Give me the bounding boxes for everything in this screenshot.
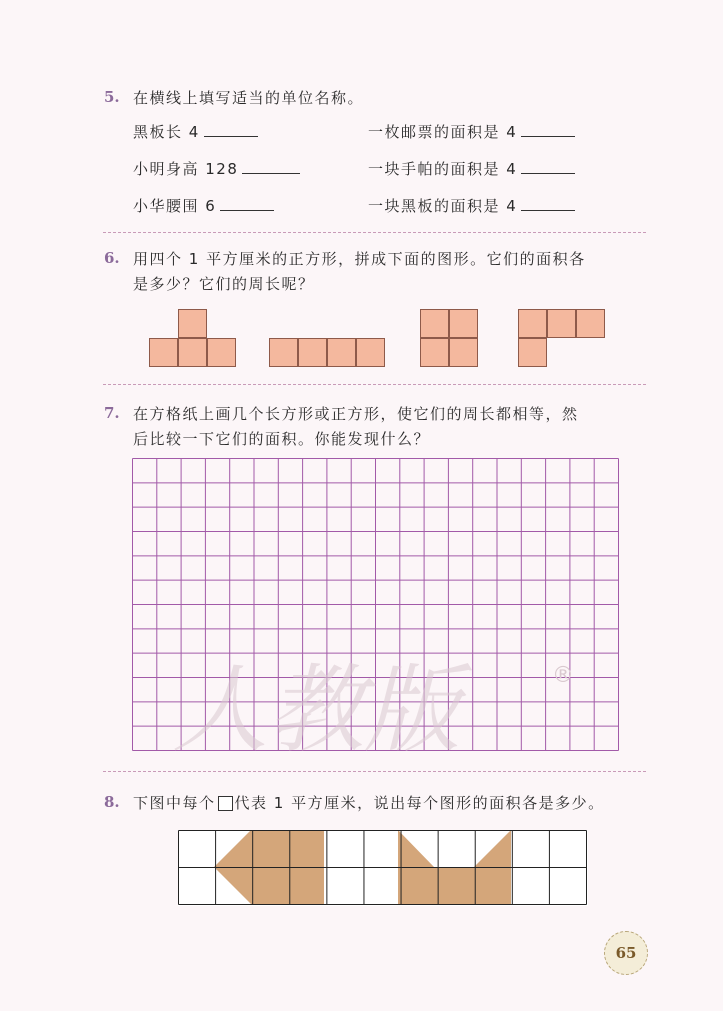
answer-blank[interactable] (220, 197, 274, 211)
unit-square (420, 309, 449, 338)
section-divider (103, 232, 646, 233)
q8-figure-grid (178, 830, 588, 906)
q7-number: 7. (104, 404, 120, 422)
q8-text-before: 下图中每个 (133, 794, 216, 812)
q5-item-text: 小华腰围 6 (133, 197, 217, 215)
answer-blank[interactable] (521, 197, 575, 211)
unit-square (149, 338, 178, 367)
q5-item-text: 一枚邮票的面积是 4 (368, 123, 518, 141)
answer-blank[interactable] (521, 160, 575, 174)
unit-square (449, 338, 478, 367)
q6-line1: 用四个 1 平方厘米的正方形，拼成下面的图形。它们的面积各 (133, 250, 586, 268)
unit-square (327, 338, 356, 367)
answer-blank[interactable] (242, 160, 300, 174)
answer-blank[interactable] (204, 123, 258, 137)
unit-square (547, 309, 576, 338)
registered-mark: ® (552, 663, 574, 688)
unit-square (518, 338, 547, 367)
q5-number: 5. (104, 88, 120, 106)
unit-square (269, 338, 298, 367)
section-divider (103, 384, 646, 385)
q5-item (368, 195, 575, 216)
q5-item (368, 121, 575, 142)
page-number: 65 (615, 944, 637, 962)
q5-prompt: 在横线上填写适当的单位名称。 (133, 89, 365, 107)
q5-item-text: 一块黑板的面积是 4 (368, 197, 518, 215)
q5-item (368, 158, 575, 179)
watermark: 人教版 (172, 654, 460, 752)
q5-item-text: 小明身高 128 (133, 160, 239, 178)
q8-text (133, 792, 605, 813)
q7-line1: 在方格纸上画几个长方形或正方形，使它们的周长都相等，然 (133, 405, 579, 423)
unit-square (207, 338, 236, 367)
q5-item (133, 195, 274, 216)
unit-square (298, 338, 327, 367)
q5-item (133, 158, 300, 179)
unit-square-icon (218, 796, 233, 811)
q5-item-text: 一块手帕的面积是 4 (368, 160, 518, 178)
q8-text-after: 代表 1 平方厘米，说出每个图形的面积各是多少。 (234, 794, 605, 812)
section-divider (103, 771, 646, 772)
unit-square (178, 338, 207, 367)
unit-square (420, 338, 449, 367)
q5-item (133, 121, 258, 142)
unit-square (576, 309, 605, 338)
unit-square (449, 309, 478, 338)
q8-number: 8. (104, 793, 120, 811)
unit-square (356, 338, 385, 367)
q6-line2: 是多少？它们的周长呢？ (133, 275, 315, 293)
page-number-badge (604, 931, 648, 975)
q7-line2: 后比较一下它们的面积。你能发现什么？ (133, 430, 431, 448)
q5-item-text: 黑板长 4 (133, 123, 200, 141)
graph-paper-grid[interactable] (132, 458, 619, 752)
unit-square (178, 309, 207, 338)
q6-number: 6. (104, 249, 120, 267)
answer-blank[interactable] (521, 123, 575, 137)
unit-square (518, 309, 547, 338)
